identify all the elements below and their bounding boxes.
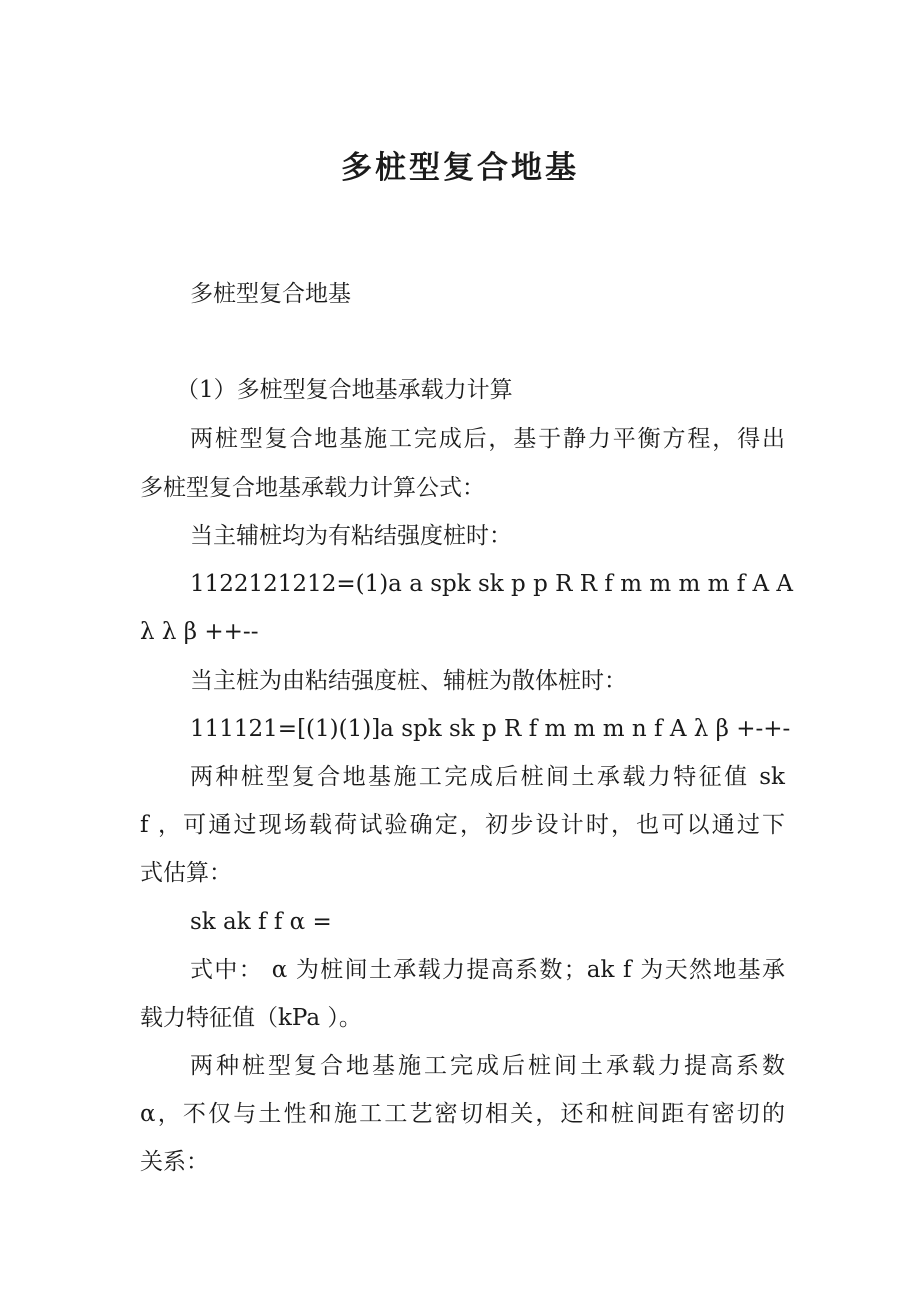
paragraph-line: 多桩型复合地基承载力计算公式： <box>140 475 485 501</box>
formula-line: sk ak f f α = <box>190 909 332 935</box>
section-heading: （1）多桩型复合地基承载力计算 <box>176 377 513 403</box>
paragraph-line: 两种桩型复合地基施工完成后桩间土承载力提高系数 <box>190 1053 785 1079</box>
paragraph-line: α，不仅与土性和施工工艺密切相关，还和桩间距有密切的 <box>140 1101 785 1127</box>
paragraph-line: f ，可通过现场载荷试验确定，初步设计时，也可以通过下 <box>140 812 785 838</box>
paragraph-line: 式中： α 为桩间土承载力提高系数；ak f 为天然地基承 <box>190 957 785 983</box>
formula-line: 1122121212=(1)a a spk sk p p R R f m m m m f A A <box>190 571 794 597</box>
paragraph-line: 载力特征值（kPa ）。 <box>140 1005 362 1031</box>
subtitle-line: 多桩型复合地基 <box>190 281 351 307</box>
paragraph-line: 当主辅桩均为有粘结强度桩时： <box>190 523 512 549</box>
paragraph-line: 关系： <box>140 1149 209 1175</box>
paragraph-line: 两种桩型复合地基施工完成后桩间土承载力特征值 sk <box>190 764 785 790</box>
paragraph-line: 两桩型复合地基施工完成后，基于静力平衡方程，得出 <box>190 426 785 452</box>
formula-line: 111121=[(1)(1)]a spk sk p R f m m m n f A λ β +-+- <box>190 716 791 742</box>
paragraph-line: 当主桩为由粘结强度桩、辅桩为散体桩时： <box>190 668 627 694</box>
document-title: 多桩型复合地基 <box>341 150 579 186</box>
paragraph-line: 式估算： <box>140 860 232 886</box>
formula-line: λ λ β ++-- <box>140 619 259 645</box>
